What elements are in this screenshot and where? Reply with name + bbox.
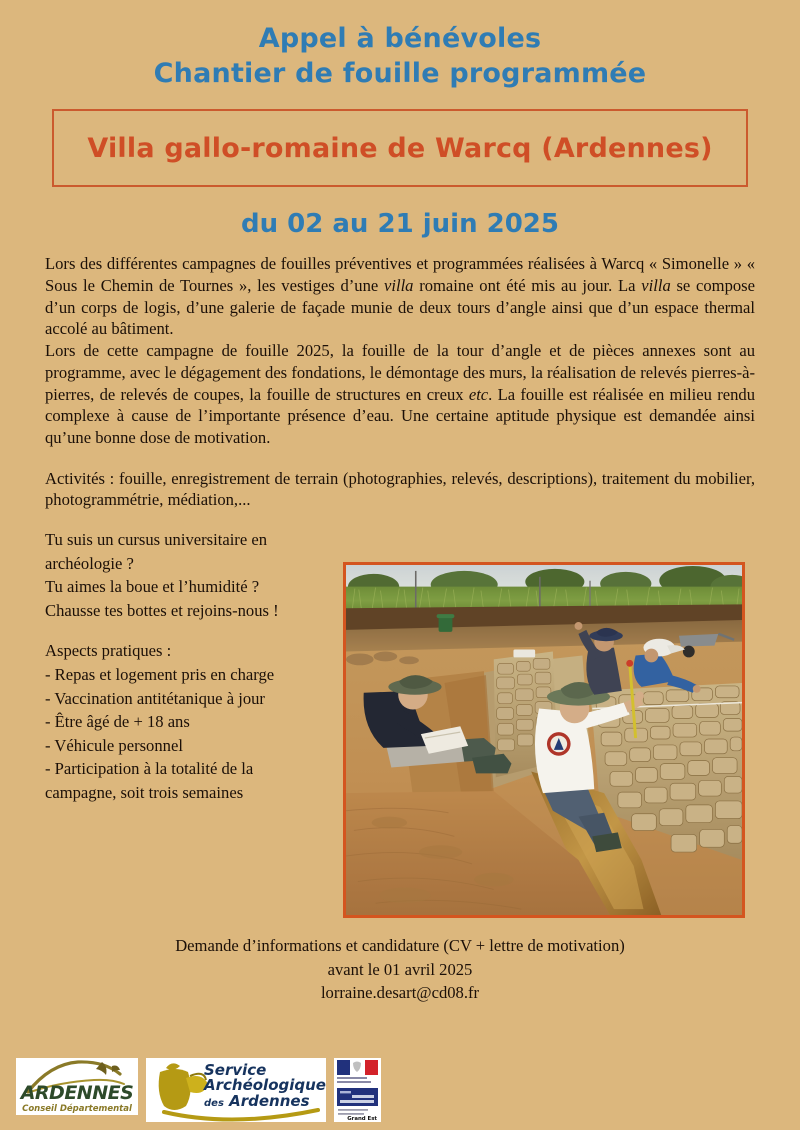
paragraph-activities: Activités : fouille, enregistrement de terrain (photographies, relevés, descriptions), traitement du mobilier, photogrammétrie, médiation,... — [45, 468, 755, 510]
practical-item: - Vaccination antitétanique à jour — [45, 688, 265, 708]
logo-strip — [16, 1058, 381, 1122]
excavation-photo — [343, 562, 745, 918]
contact-block — [0, 934, 800, 1005]
hero-line-2: Chantier de fouille programmée — [153, 57, 647, 89]
service-line-3: Ardennes — [229, 1091, 310, 1110]
practical-item: campagne, soit trois semaines — [45, 782, 244, 802]
question-2: Tu aimes la boue et l’humidité ? — [45, 577, 260, 597]
excavation-scene-svg — [346, 565, 742, 915]
logo-service-archeologique — [146, 1058, 326, 1122]
service-line-2: Archéologique — [204, 1076, 326, 1095]
paragraph-campaign-2025 — [45, 340, 755, 449]
paragraph-1-villa-2: villa — [641, 275, 671, 295]
paragraph-2-text-a: Lors de cette campagne de fouille 2025, la fouille de la tour d’angle et de pièces annexes sont au programme, avec le dégagement des fondations, le démontage des murs, la réalisation de relevés pierres-à-pierres, de relevés de coupes, la fouille de structures en creux — [45, 341, 755, 404]
drac-caption: Grand Est — [347, 1116, 377, 1122]
logo-drac-grand-est — [334, 1058, 381, 1122]
left-column — [45, 511, 335, 804]
service-line-1: Service — [204, 1061, 267, 1079]
body-copy — [45, 253, 755, 511]
practical-heading: Aspects pratiques : — [45, 641, 172, 661]
page-title: Villa gallo-romaine de Warcq (Ardennes) — [87, 132, 713, 164]
call-to-action: Chausse tes bottes et rejoins-nous ! — [45, 600, 279, 620]
paragraph-1-villa-1: villa — [383, 275, 414, 295]
event-dates: du 02 au 21 juin 2025 — [240, 209, 559, 240]
contact-email[interactable]: lorraine.desart@cd08.fr — [320, 983, 480, 1003]
practical-item: - Être âgé de + 18 ans — [45, 712, 190, 732]
ardennes-wordmark: ARDENNES — [20, 1082, 134, 1104]
service-line-3-small: des — [204, 1097, 224, 1109]
service-wordmark — [204, 1063, 326, 1109]
contact-line-1: Demande d’informations et candidature (CV + lettre de motivation) — [175, 936, 625, 955]
practical-item: - Véhicule personnel — [45, 735, 183, 755]
hero-heading — [0, 0, 800, 91]
paragraph-1-text-a: Lors des différentes campagnes de fouilles préventives et programmées réalisées à Warcq « Simonelle » « Sous le Chemin de Tournes », les vestiges d’une — [45, 254, 755, 295]
paragraph-1-text-b: romaine ont été mis au jour. La — [413, 275, 642, 295]
republique-francaise-icon — [334, 1058, 381, 1122]
contact-deadline: avant le 01 avril 2025 — [327, 959, 473, 979]
ardennes-subtitle: Conseil Départemental — [22, 1103, 132, 1114]
question-1-line-2: archéologie ? — [45, 553, 134, 573]
title-box — [52, 109, 748, 187]
excavation-photo-image — [346, 565, 742, 915]
practical-item: - Repas et logement pris en charge — [45, 664, 275, 684]
paragraph-context — [45, 253, 755, 340]
hero-line-1: Appel à bénévoles — [258, 23, 542, 54]
logo-ardennes-conseil-departemental — [16, 1058, 138, 1115]
paragraph-1-text-c: se compose d’un corps de logis, d’une galerie de façade munie de deux tours d’angle ainsi que d’un espace thermal accolé au bâtiment. — [45, 275, 755, 339]
practical-item: - Participation à la totalité de la — [45, 759, 254, 779]
paragraph-2-etc: etc — [468, 384, 489, 404]
question-1-line-1: Tu suis un cursus universitaire en — [45, 530, 268, 550]
paragraph-2-text-b: . La fouille est réalisée en milieu rendu complexe à cause de l’importante présence d’eau. Une certaine aptitude physique est demandée ainsi qu’une bonne dose de motivation. — [45, 384, 755, 447]
